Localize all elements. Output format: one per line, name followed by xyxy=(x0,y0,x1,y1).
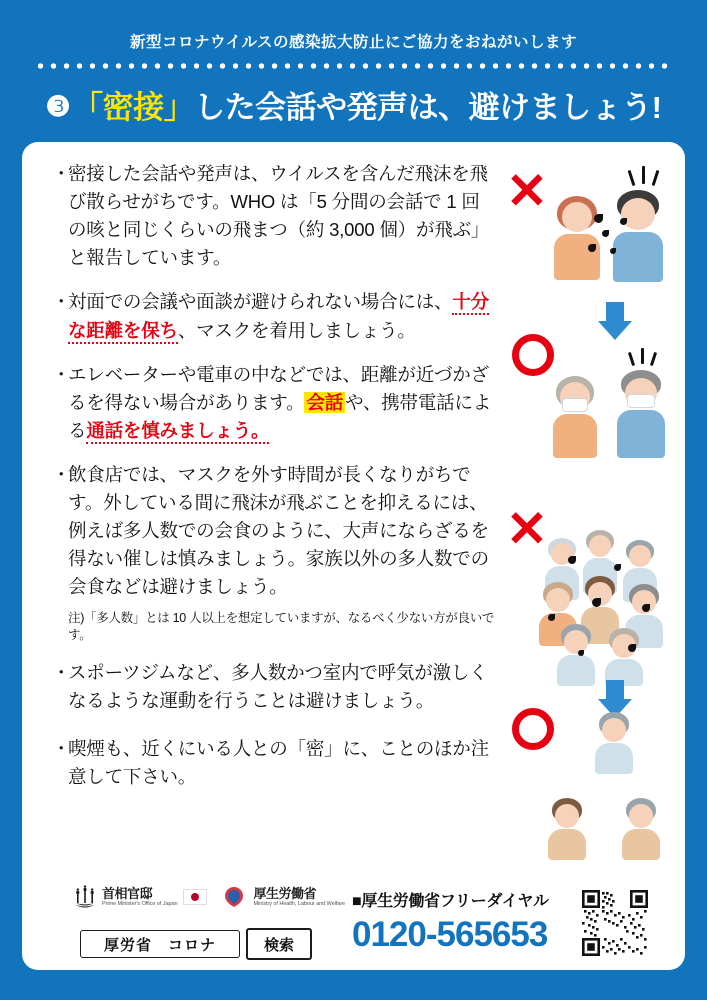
title-highlight: 「密接」 xyxy=(72,90,195,125)
p3-part-3: や、携帯電話による xyxy=(68,391,492,441)
speed-line xyxy=(628,170,636,186)
mhlw-logo xyxy=(221,884,345,910)
paragraph-2 xyxy=(52,288,497,344)
cabinet-logo-jp: 首相官邸 xyxy=(102,885,153,901)
face-mask-icon xyxy=(627,394,655,408)
droplet-icon xyxy=(568,556,576,564)
p2-part-3: 、マスクを着用しましょう。 xyxy=(177,319,416,341)
search-input[interactable]: 厚労省 コロナ xyxy=(80,930,240,958)
person-man-masked xyxy=(612,370,670,458)
paragraph-1 xyxy=(52,160,497,272)
bullet-4: ・ xyxy=(52,463,71,485)
droplet-icon xyxy=(594,214,603,223)
person-woman-masked xyxy=(548,374,602,458)
paragraph-3 xyxy=(52,361,497,445)
content-card xyxy=(22,142,685,970)
o-mark-icon-1 xyxy=(512,334,554,376)
paragraph-5 xyxy=(52,659,497,715)
droplet-icon xyxy=(592,598,601,607)
paragraph-1-text: 密接した会話や発声は、ウイルスを含んだ飛沫を飛び散らせがちです。WHO は「5 分間の会話で 1 回の咳と同じくらいの飛まつ（約 3,000 個）が飛ぶ」と報告しています。 xyxy=(68,163,490,269)
person-man-talking xyxy=(608,190,668,282)
text-column xyxy=(52,160,497,807)
paragraph-2-text xyxy=(52,288,497,344)
o-mark-icon-2 xyxy=(512,708,554,750)
mhlw-logo-en: Ministry of Health, Labour and Welfare xyxy=(253,901,346,907)
paragraph-6-text: 喫煙も、近くにいる人との「密」に、ことのほか注意して下さい。 xyxy=(68,737,489,787)
japan-flag-icon xyxy=(183,889,207,905)
droplet-icon xyxy=(578,650,584,656)
title-rest: した会話や発声は、避けましょう! xyxy=(194,90,662,125)
footer xyxy=(52,884,662,964)
paragraph-5-text: スポーツジムなど、多人数かつ室内で呼気が激しくなるような運動を行うことは避けましょう。 xyxy=(68,661,488,711)
person-woman-talking xyxy=(550,194,604,280)
person-smoker-left xyxy=(544,798,590,860)
head xyxy=(629,545,651,567)
head xyxy=(621,198,655,230)
torso xyxy=(554,234,600,280)
footnote: 注)「多人数」とは 10 人以上を想定していますが、なるべく少ない方が良いです。 xyxy=(68,610,495,643)
dotted-divider xyxy=(34,62,673,70)
bullet-1: ・ xyxy=(52,163,71,184)
search-button[interactable] xyxy=(246,928,312,960)
head xyxy=(589,535,611,557)
droplet-icon xyxy=(642,604,650,612)
freedial-number: 0120-565653 xyxy=(352,915,548,954)
droplet-icon xyxy=(614,564,621,571)
head xyxy=(546,588,570,612)
torso xyxy=(595,743,633,774)
head xyxy=(564,630,588,654)
paragraph-6 xyxy=(52,735,497,791)
droplet-icon xyxy=(628,644,636,652)
person-smoker-right xyxy=(618,798,664,860)
paulownia-crest-icon xyxy=(74,885,96,909)
paragraph-4 xyxy=(52,461,497,602)
crowd-person xyxy=(602,628,646,686)
torso xyxy=(557,655,595,686)
droplet-icon xyxy=(610,248,616,254)
arrow-stem xyxy=(606,680,624,700)
speed-line xyxy=(652,170,660,186)
mhlw-symbol-icon xyxy=(221,884,247,910)
cabinet-logo-en: Prime Minister's Office of Japan xyxy=(102,901,178,907)
droplet-icon xyxy=(620,218,627,225)
droplet-icon xyxy=(588,244,596,252)
torso xyxy=(617,410,665,458)
p3-part-1: エレベーターや電車の中などでは、距離が近づかざるを得ない場合があります。 xyxy=(68,363,489,413)
speed-line xyxy=(641,348,644,364)
torso xyxy=(553,414,597,458)
speed-line xyxy=(628,352,635,366)
logo-row xyxy=(74,884,345,910)
arrow-head xyxy=(598,321,632,340)
title-number: ❸ xyxy=(45,91,71,122)
search-button-label: 検索 xyxy=(263,936,294,954)
speed-line xyxy=(642,166,645,184)
bullet-5: ・ xyxy=(52,661,71,683)
bullet-3: ・ xyxy=(52,363,71,385)
p2-part-1: 対面での会議や面談が避けられない場合には、 xyxy=(68,291,453,313)
header-note: 新型コロナウイルスの感染拡大防止にご協力をおねがいします xyxy=(129,34,578,51)
head xyxy=(602,718,626,742)
head xyxy=(629,804,653,828)
paragraph-3-text xyxy=(52,361,497,445)
freedial-block xyxy=(352,888,602,952)
head xyxy=(562,202,592,232)
torso xyxy=(622,829,660,860)
page-title xyxy=(0,82,707,127)
bullet-2: ・ xyxy=(52,291,71,313)
mhlw-logo-jp: 厚生労働省 xyxy=(253,885,316,901)
arrow-down-icon-1 xyxy=(598,302,632,340)
speed-line xyxy=(650,352,657,366)
head xyxy=(555,804,579,828)
paragraph-4-text: 飲食店では、マスクを外す時間が長くなりがちです。外している間に飛沫が飛ぶことを抑えるには、例えば多人数での会食のように、大声にならざるを得ない催しは慎みましょう。家族以外の多人数での会食などは避けましょう。 xyxy=(68,463,489,598)
p3-marker: 会話 xyxy=(306,391,344,413)
mhlw-logo-text xyxy=(253,887,345,907)
x-mark-icon-1: ✕ xyxy=(506,163,548,219)
x-mark-icon-2: ✕ xyxy=(506,501,548,557)
cabinet-logo-text xyxy=(102,887,177,907)
qr-code[interactable] xyxy=(582,890,648,956)
droplet-icon xyxy=(548,614,555,621)
p2-emphasis: 十分な距離を保ち xyxy=(68,291,489,343)
face-mask-icon xyxy=(562,398,588,412)
crowd-person xyxy=(554,624,598,686)
torso xyxy=(548,829,586,860)
arrow-stem xyxy=(606,302,624,322)
person-alone xyxy=(592,712,636,774)
bullet-6: ・ xyxy=(52,737,71,759)
illustration-column xyxy=(502,152,678,892)
search-row xyxy=(80,928,312,960)
p3-emphasis: 通話を慎みましょう。 xyxy=(86,420,269,444)
droplet-icon xyxy=(602,230,609,237)
torso xyxy=(613,232,663,282)
cabinet-logo xyxy=(74,885,207,909)
freedial-label: ■厚生労働省フリーダイヤル xyxy=(352,893,549,910)
